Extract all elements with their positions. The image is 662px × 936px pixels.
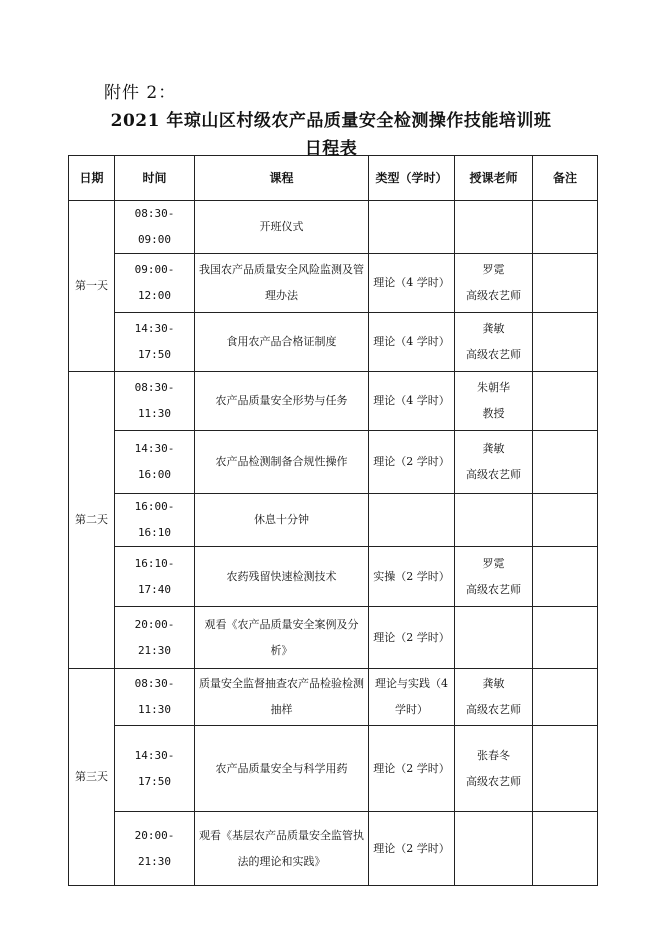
type-cell: 理论（4 学时）: [369, 313, 455, 372]
note-cell: [533, 812, 598, 886]
teacher-title: 高级农艺师: [466, 582, 521, 596]
course-cell: 休息十分钟: [195, 494, 369, 547]
teacher-title: 教授: [482, 407, 505, 420]
course-cell: 农产品检测制备合规性操作: [195, 431, 369, 494]
column-header-time: 时间: [115, 156, 195, 201]
teacher-name: 罗霓: [482, 556, 505, 570]
teacher-title: 高级农艺师: [466, 703, 521, 716]
teacher-cell: [455, 812, 533, 886]
table-row: [69, 254, 598, 313]
teacher-cell: [455, 607, 533, 669]
column-header-date: 日期: [69, 156, 115, 201]
time-cell: 16:10-17:40: [115, 547, 195, 607]
table-row: [69, 669, 598, 726]
time-cell: 08:30-09:00: [115, 201, 195, 254]
time-cell: 14:30-17:50: [115, 726, 195, 812]
table-header-row: [69, 156, 598, 201]
teacher-cell: [455, 547, 533, 607]
table-row: [69, 372, 598, 431]
type-cell: 理论（2 学时）: [369, 607, 455, 669]
document-subtitle: 日程表: [304, 139, 358, 159]
table-row: [69, 431, 598, 494]
type-cell: 理论（4 学时）: [369, 372, 455, 431]
teacher-name: 龚敏: [482, 322, 505, 335]
type-cell: 理论（4 学时）: [369, 254, 455, 313]
teacher-cell: [455, 254, 533, 313]
teacher-title: 高级农艺师: [466, 348, 521, 361]
table-row: [69, 547, 598, 607]
teacher-cell: [455, 431, 533, 494]
document-title: 2021 年琼山区村级农产品质量安全检测操作技能培训班: [110, 111, 552, 131]
teacher-name: 张春冬: [477, 748, 510, 762]
time-cell: 09:00-12:00: [115, 254, 195, 313]
course-cell: 农产品质量安全形势与任务: [195, 372, 369, 431]
teacher-title: 高级农艺师: [466, 289, 521, 302]
course-cell: 观看《基层农产品质量安全监管执法的理论和实践》: [195, 812, 369, 886]
table-row: [69, 201, 598, 254]
column-header-note: 备注: [533, 156, 598, 201]
course-cell: 农药残留快速检测技术: [195, 547, 369, 607]
table-row: [69, 313, 598, 372]
type-cell: 实操（2 学时）: [369, 547, 455, 607]
time-cell: 08:30-11:30: [115, 669, 195, 726]
time-cell: 20:00-21:30: [115, 607, 195, 669]
note-cell: [533, 494, 598, 547]
course-cell: 食用农产品合格证制度: [195, 313, 369, 372]
course-cell: 农产品质量安全与科学用药: [195, 726, 369, 812]
time-cell: 20:00-21:30: [115, 812, 195, 886]
course-cell: 观看《农产品质量安全案例及分析》: [195, 607, 369, 669]
time-cell: 08:30-11:30: [115, 372, 195, 431]
note-cell: [533, 726, 598, 812]
teacher-cell: [455, 494, 533, 547]
day-label: 第二天: [69, 372, 115, 669]
table-row: [69, 607, 598, 669]
teacher-cell: [455, 726, 533, 812]
teacher-name: 罗霓: [482, 263, 505, 276]
column-header-type: 类型（学时）: [369, 156, 455, 201]
note-cell: [533, 201, 598, 254]
teacher-cell: [455, 313, 533, 372]
note-cell: [533, 431, 598, 494]
time-cell: 14:30-17:50: [115, 313, 195, 372]
note-cell: [533, 372, 598, 431]
column-header-course: 课程: [195, 156, 369, 201]
teacher-title: 高级农艺师: [466, 468, 521, 481]
table-row: [69, 812, 598, 886]
day-label: 第一天: [69, 201, 115, 372]
note-cell: [533, 313, 598, 372]
teacher-name: 龚敏: [482, 442, 505, 455]
teacher-name: 朱朝华: [477, 381, 510, 394]
attachment-label: 附件 2：: [104, 83, 177, 103]
teacher-cell: [455, 372, 533, 431]
column-header-teacher: 授课老师: [455, 156, 533, 201]
teacher-cell: [455, 669, 533, 726]
time-cell: 16:00-16:10: [115, 494, 195, 547]
course-cell: 开班仪式: [195, 201, 369, 254]
type-cell: 理论（2 学时）: [369, 726, 455, 812]
teacher-cell: [455, 201, 533, 254]
type-cell: [369, 494, 455, 547]
note-cell: [533, 669, 598, 726]
course-cell: 我国农产品质量安全风险监测及管理办法: [195, 254, 369, 313]
table-row: [69, 494, 598, 547]
table-row: [69, 726, 598, 812]
schedule-table: [68, 155, 598, 886]
time-cell: 14:30-16:00: [115, 431, 195, 494]
note-cell: [533, 547, 598, 607]
day-label: 第三天: [69, 669, 115, 886]
note-cell: [533, 254, 598, 313]
type-cell: 理论（2 学时）: [369, 431, 455, 494]
teacher-name: 龚敏: [482, 677, 505, 690]
type-cell: 理论（2 学时）: [369, 812, 455, 886]
type-cell: [369, 201, 455, 254]
type-cell: 理论与实践（4 学时）: [369, 669, 455, 726]
course-cell: 质量安全监督抽查农产品检验检测抽样: [195, 669, 369, 726]
note-cell: [533, 607, 598, 669]
teacher-title: 高级农艺师: [466, 774, 521, 788]
